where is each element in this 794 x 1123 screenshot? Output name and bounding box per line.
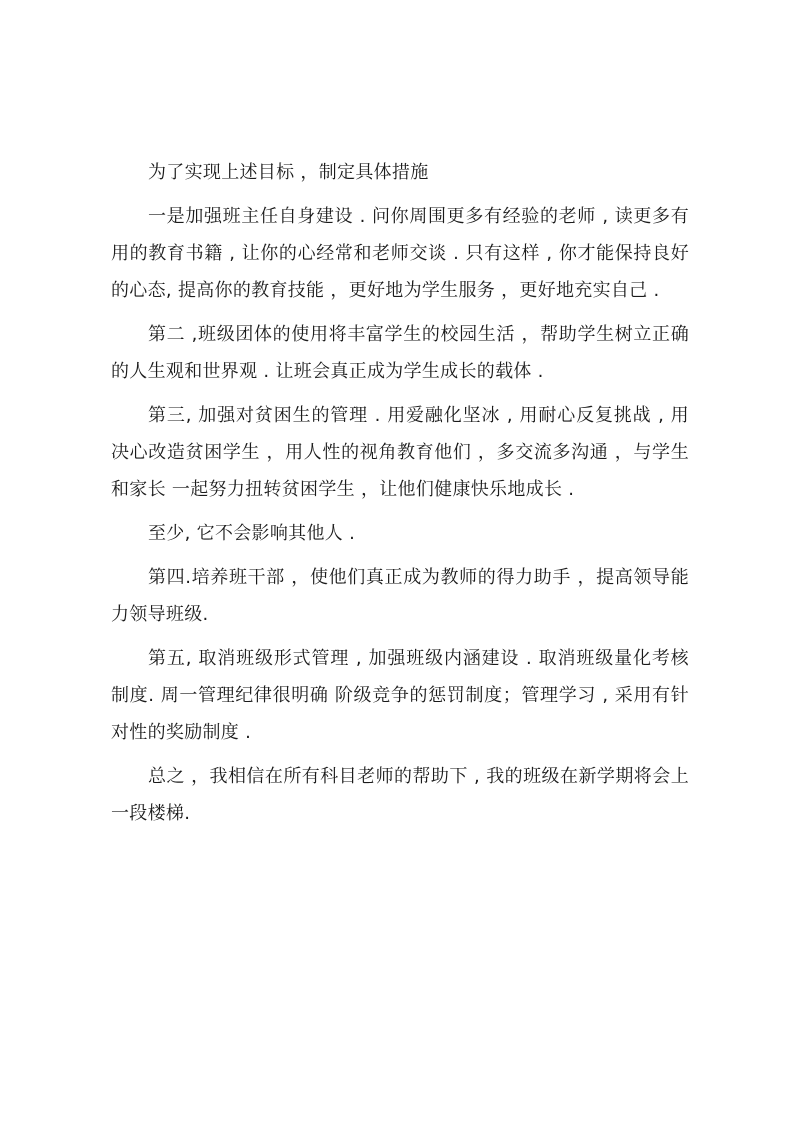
paragraph-measure-1: 一是加强班主任自身建设 . 问你周围更多有经验的老师 , 读更多有用的教育书籍 , 让你的心经常和老师交谈 . 只有这样 , 你才能保持良好的心态, 提高你的教育技能 ，更好地为学生服务 ，更好地充实自己 . [111,206,689,301]
paragraph-measure-4: 第四.培养班干部 ，使他们真正成为教师的得力助手 ，提高领导能力领导班级. [111,567,689,625]
paragraph-measure-5: 第五, 取消班级形式管理 , 加强班级内涵建设 . 取消班级量化考核制度. 周一管理纪律很明确 阶级竞争的惩罚制度；管理学习 , 采用有针对性的奖励制度 . [111,648,689,743]
paragraph-measure-3: 第三, 加强对贫困生的管理 . 用爱融化坚冰 , 用耐心反复挑战 , 用决心改造贫困学生 ，用人性的视角教育他们 ，多交流多沟通 ，与学生和家长 一起努力扭转贫困学生 ，让他们健康快乐地成长 . [111,405,689,500]
document-body [111,154,689,839]
paragraph-measure-2: 第二 ,班级团体的使用将丰富学生的校园生活 ，帮助学生树立正确的人生观和世界观 . 让班会真正成为学生成长的载体 . [111,324,689,382]
paragraph-conclusion: 总之 ，我相信在所有科目老师的帮助下 , 我的班级在新学期将会上一段楼梯. [111,766,689,824]
paragraph-intro: 为了实现上述目标 ，制定具体措施 [148,162,429,183]
paragraph-note: 至少, 它不会影响其他人 . [148,523,356,544]
